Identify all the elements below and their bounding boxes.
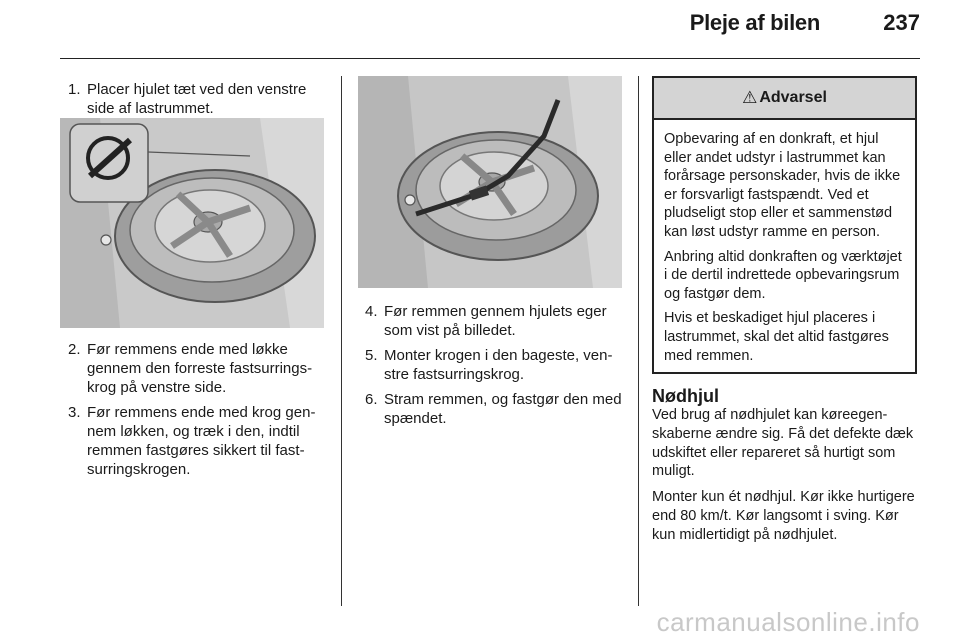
photo-wheel-placement — [60, 118, 324, 328]
warning-paragraph: Anbring altid donkraften og værktøjet i de dertil indrettede opbevaringsrum og fastgør dem. — [664, 248, 902, 302]
step-item — [62, 80, 332, 118]
column-divider-left — [341, 76, 342, 606]
step-item — [359, 302, 631, 340]
section-body — [652, 406, 924, 552]
column-divider-right — [638, 76, 639, 606]
step-item — [62, 403, 332, 479]
step-item — [359, 346, 631, 384]
step-number: 2. — [68, 341, 81, 358]
step-item — [62, 340, 332, 397]
warning-box — [652, 76, 917, 374]
header-divider — [60, 58, 920, 59]
section-title: Nødhjul — [652, 386, 719, 406]
step-number: 1. — [68, 81, 81, 98]
step-text: Stram remmen, og fastgør den med spændet. — [384, 391, 622, 427]
step-text: Placer hjulet tæt ved den venstre side af lastrummet. — [87, 81, 307, 117]
warning-body — [654, 120, 915, 365]
page-number: 237 — [883, 10, 920, 35]
watermark: carmanualsonline.info — [656, 607, 920, 637]
warning-heading: Advarsel — [759, 89, 827, 106]
step-text: Før remmens ende med løkke gennem den forreste fastsurringskrog på venstre side. — [87, 341, 313, 396]
section-paragraph: Ved brug af nødhjulet kan køreegenskaberne ændre sig. Få det defekte dæk udskiftet eller repareret så hurtigt som muligt. — [652, 407, 914, 480]
step-number: 4. — [365, 303, 378, 320]
step-text: Monter krogen i den bageste, venstre fastsurringskrog. — [384, 347, 613, 383]
page-header-title: Pleje af bilen — [689, 10, 820, 35]
step-number: 6. — [365, 391, 378, 408]
warning-paragraph: Hvis et beskadiget hjul placeres i lastrummet, skal det altid fastgøres med remmen. — [664, 310, 889, 364]
step-item — [359, 390, 631, 428]
warning-header — [654, 78, 915, 120]
photo-strap-through-wheel — [358, 76, 622, 288]
middle-column-steps — [359, 302, 631, 434]
step-text: Før remmens ende med krog gennem løkken, og træk i den, indtil remmen fastgøres sikkert til fastsurringskrogen. — [87, 404, 316, 478]
step-number: 5. — [365, 347, 378, 364]
left-column-bottom-steps — [62, 340, 332, 485]
warning-triangle-icon: ⚠ — [742, 88, 758, 107]
wheel-placement-illustration — [60, 118, 324, 328]
strap-illustration — [358, 76, 622, 288]
step-number: 3. — [68, 404, 81, 421]
section-paragraph: Monter kun ét nødhjul. Kør ikke hurtigere end 80 km/t. Kør langsomt i sving. Kør kun midlertidigt på nødhjulet. — [652, 489, 915, 543]
warning-paragraph: Opbevaring af en donkraft, et hjul eller andet udstyr i lastrummet kan forårsage personskader, hvis de ikke er forsvarligt fastspændt. Ved et pludseligt stop eller et sammenstød kan løst udstyr ramme en person. — [664, 131, 901, 240]
step-text: Før remmen gennem hjulets eger som vist på billedet. — [384, 303, 607, 339]
